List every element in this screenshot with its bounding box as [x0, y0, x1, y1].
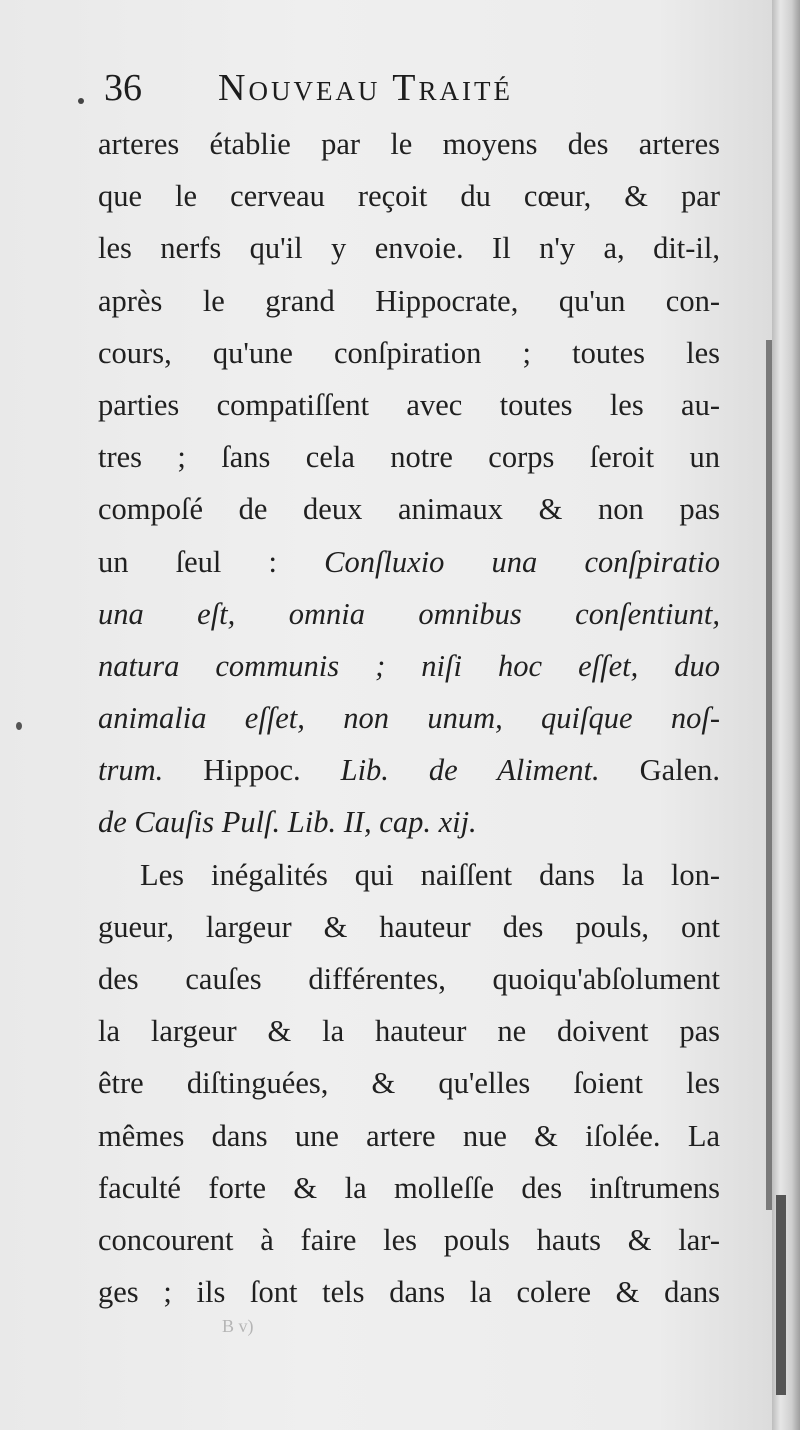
text-line: ges ; ils ſont tels dans la colere & dans [98, 1275, 720, 1310]
latin-end: trum. [98, 753, 164, 788]
latin-line: natura communis ; niſi hoc eſſet, duo [98, 648, 720, 683]
text-line: concourent à faire les pouls hauts & lar- [98, 1222, 720, 1257]
page-edge-shadow [776, 1195, 786, 1395]
page-number: 36 [104, 67, 142, 109]
text-line: les nerfs qu'il y envoie. Il n'y a, dit-il, [98, 231, 720, 266]
text-line: la largeur & la hauteur ne doivent pas [98, 1014, 720, 1049]
text-line: après le grand Hippocrate, qu'un con- [98, 283, 720, 318]
text-line: arteres établie par le moyens des arteres [98, 127, 720, 161]
latin-quote: Conſluxio una conſpiratio [324, 544, 720, 579]
text-line: que le cerveau reçoit du cœur, & par [98, 179, 720, 214]
reference-line: de Cauſis Pulſ. Lib. II, cap. xij. [98, 805, 477, 840]
bleed-through-signature: B v) [222, 1316, 254, 1336]
text-line: faculté forte & la molleſſe des inſtrumens [98, 1170, 720, 1205]
text-line: tres ; ſans cela notre corps ſeroit un [98, 440, 720, 475]
text-line: des cauſes différentes, quoiqu'abſolument [98, 962, 720, 996]
ink-spot [16, 722, 22, 730]
text-line: compoſé de deux animaux & non pas [98, 492, 720, 527]
latin-line: una eſt, omnia omnibus conſentiunt, [98, 596, 720, 631]
latin-line: animalia eſſet, non unum, quiſque noſ- [98, 701, 720, 736]
text-line: cours, qu'une conſpiration ; toutes les [98, 335, 720, 370]
ink-spot [78, 98, 84, 104]
body-text [98, 118, 720, 1318]
ref-author: Hippoc. [203, 753, 301, 788]
text-line [98, 536, 720, 588]
running-title: Nouveau Traité [218, 67, 513, 109]
ref-work: Lib. de Aliment. [340, 753, 600, 788]
text-fragment: un ſeul : [98, 544, 277, 579]
ref-author: Galen. [639, 753, 721, 788]
reference-line [98, 744, 720, 796]
text-line: gueur, largeur & hauteur des pouls, ont [98, 909, 720, 944]
text-line: Les inégalités qui naiſſent dans la lon- [140, 857, 720, 892]
text-line: être diſtinguées, & qu'elles ſoient les [98, 1066, 720, 1101]
text-line: mêmes dans une artere nue & iſolée. La [98, 1118, 720, 1153]
running-head [104, 66, 724, 114]
text-line: parties compatiſſent avec toutes les au- [98, 387, 720, 422]
